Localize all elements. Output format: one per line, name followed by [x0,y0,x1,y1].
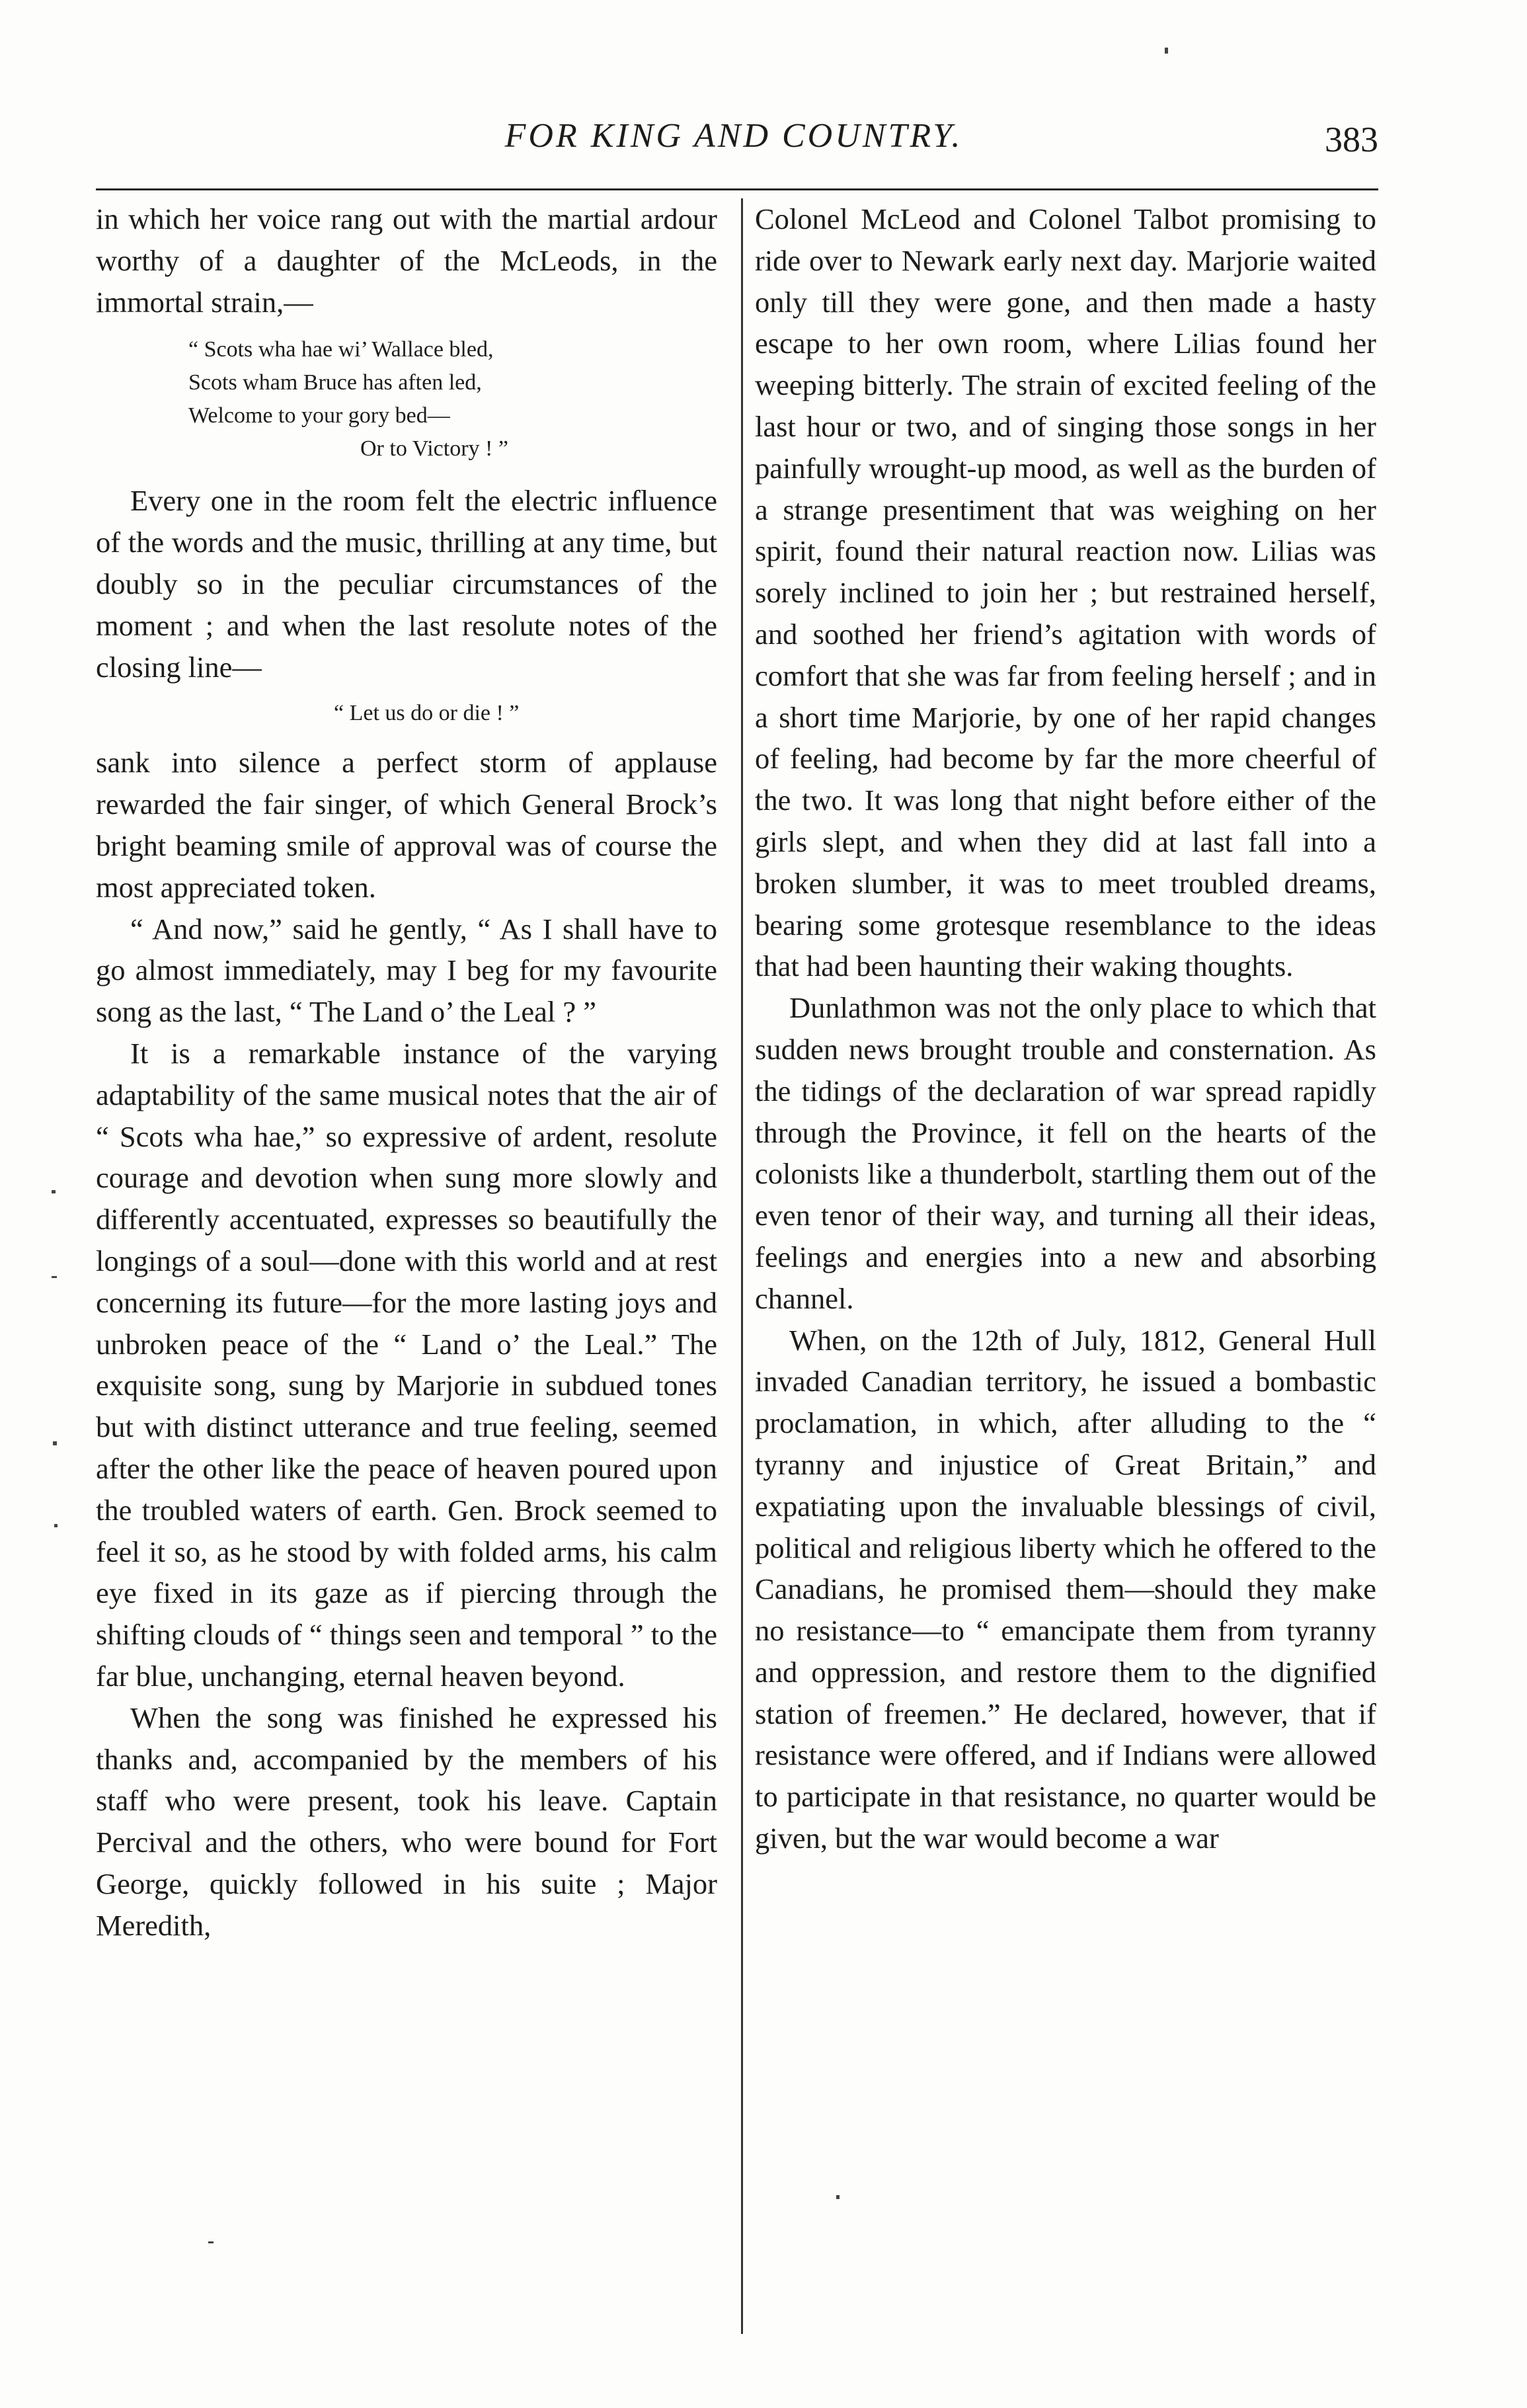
print-speck [1165,48,1168,54]
right-column [755,198,1376,1859]
paragraph: It is a remarkable instance of the varying adaptability of the same musical notes that the air of “ Scots wha hae,” so expressive of ardent, resolute courage and devotion when sung more slowly and differently accentuated, expresses so beautifully the longings of a soul—done with this world and at rest concerning its future—for the more lasting joys and unbroken peace of the “ Land o’ the Leal.” The exquisite song, sung by Marjorie in subdued tones but with distinct utterance and true feeling, seemed after the other like the peace of heaven poured upon the troubled waters of earth. Gen. Brock seemed to feel it so, as he stood by with folded arms, his calm eye fixed in its gaze as if piercing through the shifting clouds of “ things seen and temporal ” to the far blue, unchanging, eternal heaven beyond. [96,1036,717,1693]
running-header: FOR KING AND COUNTRY. [504,117,963,155]
print-speck [54,1524,58,1527]
verse-quote [188,333,717,465]
paragraph: sank into silence a perfect storm of applause rewarded the fair singer, of which General Brock’s bright beaming smile of approval was of course the most appreciated token. [96,746,717,904]
paragraph: When, on the 12th of July, 1812, General Hull invaded Canadian territory, he issued a bombastic proclamation, in which, after alluding to the “ tyranny and injustice of Great Britain,” and expatiating upon the invaluable blessings of civil, political and religious liberty which he offered to the Canadians, he promised them—should they make no resistance—to “ emancipate them from tyranny and oppression, and restore them to the dignified station of freemen.” He declared, however, that if resistance were offered, and if Indians were allowed to participate in that resistance, no quarter would be given, but the war would become a war [755,1323,1376,1855]
verse-quote: “ Let us do or die ! ” [334,701,520,726]
column-divider [741,198,743,2334]
page-number: 383 [1325,120,1378,159]
print-speck [52,1276,57,1278]
print-speck [836,2195,840,2199]
paragraph: When the song was finished he expressed his thanks and, accompanied by the members of his staff who were present, took his leave. Captain Percival and the others, who were bound for Fort George, quickly followed in his suite ; Major Meredith, [96,1701,717,1942]
print-speck [208,2241,214,2243]
verse-line: Scots wham Bruce has aften led, [188,370,482,395]
paragraph: Every one in the room felt the electric influence of the words and the music, thrilling at any time, but doubly so in the peculiar circumstances of the moment ; and when the last resolute notes of the closing line— [96,484,717,684]
paragraph: in which her voice rang out with the martial ardour worthy of a daughter of the McLeods, in the immortal strain,— [96,202,717,319]
print-speck [52,1190,56,1193]
paragraph: “ And now,” said he gently, “ As I shall have to go almost immediately, may I beg for my favourite song as the last, “ The Land o’ the Leal ? ” [96,912,717,1029]
print-speck [53,1441,57,1445]
header-rule [96,188,1378,190]
verse-line: “ Scots wha hae wi’ Wallace bled, [188,337,494,362]
paragraph: Dunlathmon was not the only place to which that sudden news brought trouble and consternation. As the tidings of the declaration of war spread rapidly through the Province, it fell on the hearts of the colonists like a thunderbolt, startling them out of the even tenor of their way, and turning all their ideas, feelings and energies into a new and absorbing channel. [755,991,1376,1315]
verse-line: Welcome to your gory bed— [188,403,450,428]
paragraph: Colonel McLeod and Colonel Talbot promising to ride over to Newark early next day. Marjorie waited only till they were gone, and then made a hasty escape to her own room, where Lilias found her weeping bitterly. The strain of excited feeling of the last hour or two, and of singing those songs in her painfully wrought-up mood, as well as the burden of a strange presentiment that was weighing on her spirit, found their natural reaction now. Lilias was sorely inclined to join her ; but restrained herself, and soothed her friend’s agitation with words of comfort that she was far from feeling herself ; and in a short time Marjorie, by one of her rapid changes of feeling, had become by far the more cheerful of the two. It was long that night before either of the girls slept, and when they did at last fall into a broken slumber, it was to meet troubled dreams, bearing some grotesque resemblance to the ideas that had been haunting their waking thoughts. [755,202,1376,983]
verse-line: Or to Victory ! ” [360,436,508,462]
left-column [96,198,717,1946]
